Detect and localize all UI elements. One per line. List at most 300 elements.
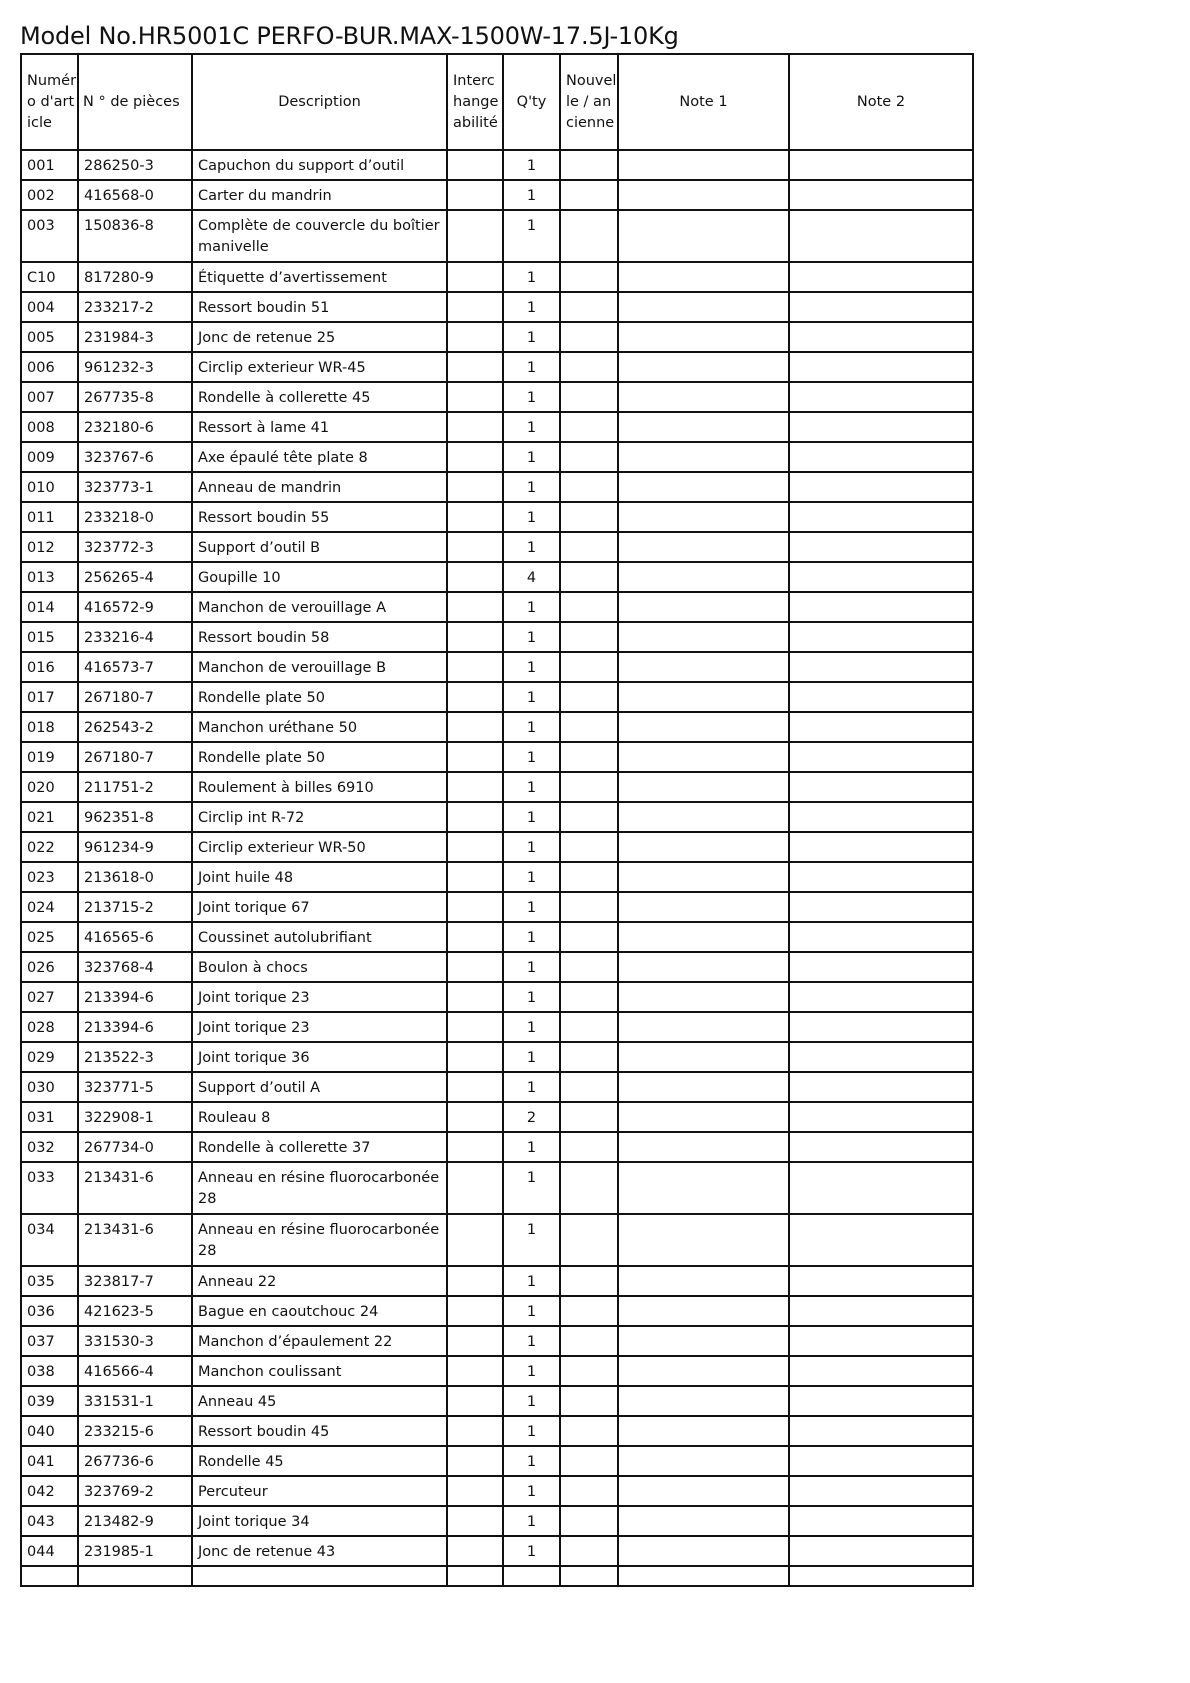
- cell-new-old: [560, 652, 618, 682]
- cell-note-1: [618, 1214, 789, 1266]
- empty-cell: [618, 1566, 789, 1586]
- cell-qty: 1: [503, 1266, 560, 1296]
- cell-part-number: 421623-5: [78, 1296, 192, 1326]
- cell-note-2: [789, 292, 973, 322]
- cell-description: Joint torique 36: [192, 1042, 447, 1072]
- cell-part-number: 213715-2: [78, 892, 192, 922]
- cell-new-old: [560, 1416, 618, 1446]
- cell-item-number: 022: [21, 832, 78, 862]
- cell-item-number: 027: [21, 982, 78, 1012]
- cell-note-2: [789, 1446, 973, 1476]
- cell-description: Manchon coulissant: [192, 1356, 447, 1386]
- cell-note-2: [789, 1386, 973, 1416]
- cell-item-number: 028: [21, 1012, 78, 1042]
- cell-qty: 1: [503, 1296, 560, 1326]
- table-row: [21, 1416, 973, 1446]
- cell-item-number: 038: [21, 1356, 78, 1386]
- table-row-empty: [21, 1566, 973, 1586]
- cell-note-2: [789, 562, 973, 592]
- cell-description: Bague en caoutchouc 24: [192, 1296, 447, 1326]
- cell-item-number: 009: [21, 442, 78, 472]
- cell-new-old: [560, 1356, 618, 1386]
- cell-note-1: [618, 532, 789, 562]
- cell-note-1: [618, 1042, 789, 1072]
- cell-note-2: [789, 1536, 973, 1566]
- header-part-number: N ° de pièces: [78, 54, 192, 150]
- cell-interchangeability: [447, 1214, 503, 1266]
- cell-new-old: [560, 1102, 618, 1132]
- cell-item-number: 032: [21, 1132, 78, 1162]
- cell-note-1: [618, 1266, 789, 1296]
- empty-cell: [503, 1566, 560, 1586]
- cell-description: Rondelle à collerette 37: [192, 1132, 447, 1162]
- cell-item-number: 040: [21, 1416, 78, 1446]
- cell-note-2: [789, 382, 973, 412]
- cell-note-2: [789, 532, 973, 562]
- cell-item-number: 037: [21, 1326, 78, 1356]
- cell-part-number: 962351-8: [78, 802, 192, 832]
- table-row: [21, 562, 973, 592]
- cell-part-number: 416565-6: [78, 922, 192, 952]
- cell-part-number: 322908-1: [78, 1102, 192, 1132]
- table-row: [21, 832, 973, 862]
- table-row: [21, 292, 973, 322]
- cell-item-number: 030: [21, 1072, 78, 1102]
- cell-item-number: 036: [21, 1296, 78, 1326]
- cell-description: Anneau en résine fluorocarbonée 28: [192, 1162, 447, 1214]
- cell-item-number: 020: [21, 772, 78, 802]
- cell-new-old: [560, 292, 618, 322]
- cell-new-old: [560, 1536, 618, 1566]
- cell-interchangeability: [447, 1266, 503, 1296]
- cell-new-old: [560, 832, 618, 862]
- cell-note-1: [618, 412, 789, 442]
- cell-note-2: [789, 1214, 973, 1266]
- page-title: Model No.HR5001C PERFO-BUR.MAX-1500W-17.5J-10Kg: [20, 22, 679, 50]
- cell-description: Anneau en résine fluorocarbonée 28: [192, 1214, 447, 1266]
- cell-note-2: [789, 262, 973, 292]
- cell-description: Manchon uréthane 50: [192, 712, 447, 742]
- cell-interchangeability: [447, 622, 503, 652]
- cell-note-1: [618, 1476, 789, 1506]
- cell-interchangeability: [447, 1476, 503, 1506]
- cell-part-number: 213522-3: [78, 1042, 192, 1072]
- cell-part-number: 262543-2: [78, 712, 192, 742]
- cell-note-2: [789, 832, 973, 862]
- cell-interchangeability: [447, 742, 503, 772]
- cell-description: Étiquette d’avertissement: [192, 262, 447, 292]
- cell-item-number: 039: [21, 1386, 78, 1416]
- cell-description: Anneau 22: [192, 1266, 447, 1296]
- cell-description: Manchon de verouillage B: [192, 652, 447, 682]
- cell-new-old: [560, 150, 618, 180]
- table-row: [21, 532, 973, 562]
- cell-new-old: [560, 1132, 618, 1162]
- cell-description: Rondelle plate 50: [192, 682, 447, 712]
- cell-new-old: [560, 1072, 618, 1102]
- cell-description: Ressort à lame 41: [192, 412, 447, 442]
- table-row: [21, 382, 973, 412]
- cell-qty: 1: [503, 1072, 560, 1102]
- table-row: [21, 1266, 973, 1296]
- cell-item-number: 025: [21, 922, 78, 952]
- cell-note-2: [789, 682, 973, 712]
- cell-note-2: [789, 1416, 973, 1446]
- cell-qty: 2: [503, 1102, 560, 1132]
- cell-note-1: [618, 472, 789, 502]
- cell-note-1: [618, 832, 789, 862]
- table-row: [21, 1012, 973, 1042]
- cell-part-number: 267734-0: [78, 1132, 192, 1162]
- cell-qty: 1: [503, 1476, 560, 1506]
- cell-description: Joint torique 67: [192, 892, 447, 922]
- cell-part-number: 267180-7: [78, 682, 192, 712]
- cell-part-number: 233216-4: [78, 622, 192, 652]
- cell-part-number: 267180-7: [78, 742, 192, 772]
- cell-note-2: [789, 862, 973, 892]
- cell-part-number: 331530-3: [78, 1326, 192, 1356]
- cell-interchangeability: [447, 712, 503, 742]
- cell-qty: 1: [503, 180, 560, 210]
- empty-cell: [21, 1566, 78, 1586]
- table-row: [21, 150, 973, 180]
- cell-new-old: [560, 592, 618, 622]
- table-row: [21, 442, 973, 472]
- cell-note-1: [618, 772, 789, 802]
- cell-qty: 1: [503, 592, 560, 622]
- cell-note-2: [789, 1296, 973, 1326]
- cell-qty: 1: [503, 742, 560, 772]
- cell-interchangeability: [447, 1296, 503, 1326]
- cell-part-number: 231984-3: [78, 322, 192, 352]
- cell-qty: 1: [503, 322, 560, 352]
- cell-item-number: 024: [21, 892, 78, 922]
- cell-qty: 1: [503, 1356, 560, 1386]
- cell-part-number: 323769-2: [78, 1476, 192, 1506]
- table-row: [21, 1072, 973, 1102]
- cell-description: Joint huile 48: [192, 862, 447, 892]
- table-row: [21, 922, 973, 952]
- empty-cell: [192, 1566, 447, 1586]
- cell-note-2: [789, 412, 973, 442]
- cell-new-old: [560, 352, 618, 382]
- cell-qty: 1: [503, 1132, 560, 1162]
- cell-qty: 1: [503, 1386, 560, 1416]
- cell-note-1: [618, 892, 789, 922]
- cell-item-number: 012: [21, 532, 78, 562]
- cell-interchangeability: [447, 832, 503, 862]
- cell-note-2: [789, 1266, 973, 1296]
- cell-new-old: [560, 772, 618, 802]
- cell-new-old: [560, 622, 618, 652]
- cell-interchangeability: [447, 1132, 503, 1162]
- cell-qty: 1: [503, 1214, 560, 1266]
- cell-qty: 1: [503, 532, 560, 562]
- table-row: [21, 210, 973, 262]
- cell-interchangeability: [447, 1386, 503, 1416]
- cell-description: Percuteur: [192, 1476, 447, 1506]
- cell-new-old: [560, 982, 618, 1012]
- empty-cell: [789, 1566, 973, 1586]
- cell-note-1: [618, 1102, 789, 1132]
- cell-note-2: [789, 322, 973, 352]
- cell-new-old: [560, 532, 618, 562]
- cell-part-number: 213482-9: [78, 1506, 192, 1536]
- cell-interchangeability: [447, 292, 503, 322]
- cell-interchangeability: [447, 1536, 503, 1566]
- cell-new-old: [560, 262, 618, 292]
- cell-note-1: [618, 1446, 789, 1476]
- cell-note-1: [618, 382, 789, 412]
- cell-interchangeability: [447, 1162, 503, 1214]
- cell-note-1: [618, 210, 789, 262]
- cell-description: Manchon de verouillage A: [192, 592, 447, 622]
- cell-qty: 1: [503, 1446, 560, 1476]
- cell-note-1: [618, 982, 789, 1012]
- cell-item-number: 015: [21, 622, 78, 652]
- table-row: [21, 352, 973, 382]
- cell-new-old: [560, 382, 618, 412]
- cell-item-number: 013: [21, 562, 78, 592]
- cell-note-1: [618, 562, 789, 592]
- cell-item-number: 011: [21, 502, 78, 532]
- cell-description: Rondelle 45: [192, 1446, 447, 1476]
- cell-part-number: 416568-0: [78, 180, 192, 210]
- cell-interchangeability: [447, 952, 503, 982]
- cell-interchangeability: [447, 652, 503, 682]
- cell-part-number: 231985-1: [78, 1536, 192, 1566]
- cell-note-2: [789, 1072, 973, 1102]
- cell-item-number: 008: [21, 412, 78, 442]
- cell-qty: 1: [503, 502, 560, 532]
- cell-interchangeability: [447, 922, 503, 952]
- cell-qty: 1: [503, 832, 560, 862]
- cell-qty: 1: [503, 1162, 560, 1214]
- cell-part-number: 150836-8: [78, 210, 192, 262]
- table-row: [21, 1326, 973, 1356]
- cell-note-1: [618, 802, 789, 832]
- cell-part-number: 233215-6: [78, 1416, 192, 1446]
- cell-description: Boulon à chocs: [192, 952, 447, 982]
- cell-part-number: 323773-1: [78, 472, 192, 502]
- cell-interchangeability: [447, 352, 503, 382]
- cell-new-old: [560, 892, 618, 922]
- cell-note-2: [789, 592, 973, 622]
- table-row: [21, 1162, 973, 1214]
- table-row: [21, 1536, 973, 1566]
- cell-description: Circlip int R-72: [192, 802, 447, 832]
- cell-interchangeability: [447, 1072, 503, 1102]
- cell-description: Axe épaulé tête plate 8: [192, 442, 447, 472]
- cell-note-2: [789, 892, 973, 922]
- cell-note-1: [618, 1326, 789, 1356]
- cell-note-1: [618, 1416, 789, 1446]
- cell-note-1: [618, 150, 789, 180]
- cell-interchangeability: [447, 772, 503, 802]
- cell-item-number: 003: [21, 210, 78, 262]
- cell-description: Ressort boudin 58: [192, 622, 447, 652]
- cell-part-number: 323772-3: [78, 532, 192, 562]
- table-row: [21, 682, 973, 712]
- cell-part-number: 213431-6: [78, 1162, 192, 1214]
- cell-new-old: [560, 682, 618, 712]
- table-row: [21, 322, 973, 352]
- cell-interchangeability: [447, 1356, 503, 1386]
- cell-new-old: [560, 1296, 618, 1326]
- cell-part-number: 286250-3: [78, 150, 192, 180]
- cell-note-1: [618, 922, 789, 952]
- cell-description: Ressort boudin 55: [192, 502, 447, 532]
- cell-description: Ressort boudin 51: [192, 292, 447, 322]
- cell-qty: 1: [503, 952, 560, 982]
- cell-new-old: [560, 1506, 618, 1536]
- cell-qty: 1: [503, 982, 560, 1012]
- cell-interchangeability: [447, 592, 503, 622]
- cell-note-2: [789, 472, 973, 502]
- cell-note-2: [789, 1102, 973, 1132]
- cell-part-number: 416573-7: [78, 652, 192, 682]
- cell-description: Joint torique 23: [192, 982, 447, 1012]
- cell-item-number: 023: [21, 862, 78, 892]
- table-row: [21, 772, 973, 802]
- header-description: Description: [192, 54, 447, 150]
- cell-item-number: 005: [21, 322, 78, 352]
- cell-new-old: [560, 1214, 618, 1266]
- header-note-1: Note 1: [618, 54, 789, 150]
- cell-qty: 1: [503, 262, 560, 292]
- cell-item-number: 029: [21, 1042, 78, 1072]
- cell-note-2: [789, 652, 973, 682]
- cell-item-number: 010: [21, 472, 78, 502]
- parts-table: [20, 53, 974, 1587]
- cell-item-number: 018: [21, 712, 78, 742]
- cell-qty: 1: [503, 652, 560, 682]
- cell-new-old: [560, 1476, 618, 1506]
- cell-item-number: 044: [21, 1536, 78, 1566]
- cell-note-1: [618, 1296, 789, 1326]
- cell-item-number: 001: [21, 150, 78, 180]
- cell-part-number: 213394-6: [78, 1012, 192, 1042]
- cell-new-old: [560, 712, 618, 742]
- cell-note-1: [618, 352, 789, 382]
- cell-note-2: [789, 442, 973, 472]
- cell-interchangeability: [447, 442, 503, 472]
- cell-part-number: 323768-4: [78, 952, 192, 982]
- cell-note-2: [789, 1012, 973, 1042]
- cell-interchangeability: [447, 210, 503, 262]
- cell-note-1: [618, 1162, 789, 1214]
- table-row: [21, 742, 973, 772]
- cell-note-1: [618, 502, 789, 532]
- cell-note-1: [618, 1356, 789, 1386]
- cell-new-old: [560, 862, 618, 892]
- table-row: [21, 1356, 973, 1386]
- cell-new-old: [560, 1446, 618, 1476]
- cell-qty: 1: [503, 802, 560, 832]
- cell-item-number: 043: [21, 1506, 78, 1536]
- cell-item-number: 007: [21, 382, 78, 412]
- cell-description: Coussinet autolubrifiant: [192, 922, 447, 952]
- cell-interchangeability: [447, 150, 503, 180]
- cell-part-number: 213394-6: [78, 982, 192, 1012]
- cell-new-old: [560, 742, 618, 772]
- cell-description: Manchon d’épaulement 22: [192, 1326, 447, 1356]
- cell-part-number: 323771-5: [78, 1072, 192, 1102]
- cell-description: Rouleau 8: [192, 1102, 447, 1132]
- cell-new-old: [560, 1326, 618, 1356]
- cell-interchangeability: [447, 1326, 503, 1356]
- cell-new-old: [560, 1042, 618, 1072]
- cell-qty: 1: [503, 1506, 560, 1536]
- cell-note-2: [789, 1326, 973, 1356]
- cell-new-old: [560, 1162, 618, 1214]
- cell-qty: 1: [503, 1536, 560, 1566]
- cell-qty: 1: [503, 622, 560, 652]
- cell-part-number: 233217-2: [78, 292, 192, 322]
- cell-part-number: 416572-9: [78, 592, 192, 622]
- cell-item-number: 042: [21, 1476, 78, 1506]
- cell-description: Rondelle plate 50: [192, 742, 447, 772]
- cell-note-1: [618, 1132, 789, 1162]
- cell-note-2: [789, 952, 973, 982]
- cell-part-number: 267736-6: [78, 1446, 192, 1476]
- cell-item-number: 014: [21, 592, 78, 622]
- cell-new-old: [560, 802, 618, 832]
- cell-item-number: 034: [21, 1214, 78, 1266]
- cell-qty: 1: [503, 442, 560, 472]
- cell-note-1: [618, 622, 789, 652]
- table-row: [21, 1446, 973, 1476]
- cell-part-number: 416566-4: [78, 1356, 192, 1386]
- cell-item-number: 026: [21, 952, 78, 982]
- cell-note-2: [789, 1506, 973, 1536]
- cell-interchangeability: [447, 892, 503, 922]
- cell-description: Rondelle à collerette 45: [192, 382, 447, 412]
- cell-note-2: [789, 1162, 973, 1214]
- cell-interchangeability: [447, 682, 503, 712]
- cell-note-1: [618, 592, 789, 622]
- cell-new-old: [560, 1266, 618, 1296]
- cell-description: Anneau de mandrin: [192, 472, 447, 502]
- table-row: [21, 1386, 973, 1416]
- table-row: [21, 1132, 973, 1162]
- cell-new-old: [560, 1386, 618, 1416]
- cell-item-number: 016: [21, 652, 78, 682]
- cell-note-2: [789, 742, 973, 772]
- cell-description: Support d’outil B: [192, 532, 447, 562]
- cell-description: Complète de couvercle du boîtier manivelle: [192, 210, 447, 262]
- cell-note-1: [618, 262, 789, 292]
- cell-note-1: [618, 952, 789, 982]
- cell-description: Carter du mandrin: [192, 180, 447, 210]
- cell-description: Roulement à billes 6910: [192, 772, 447, 802]
- cell-interchangeability: [447, 802, 503, 832]
- cell-qty: 4: [503, 562, 560, 592]
- table-row: [21, 802, 973, 832]
- cell-note-2: [789, 1476, 973, 1506]
- cell-part-number: 233218-0: [78, 502, 192, 532]
- table-row: [21, 1506, 973, 1536]
- cell-note-1: [618, 180, 789, 210]
- cell-interchangeability: [447, 1416, 503, 1446]
- cell-part-number: 232180-6: [78, 412, 192, 442]
- cell-description: Circlip exterieur WR-45: [192, 352, 447, 382]
- table-row: [21, 502, 973, 532]
- cell-note-2: [789, 210, 973, 262]
- cell-item-number: 017: [21, 682, 78, 712]
- cell-note-1: [618, 1386, 789, 1416]
- cell-note-2: [789, 1042, 973, 1072]
